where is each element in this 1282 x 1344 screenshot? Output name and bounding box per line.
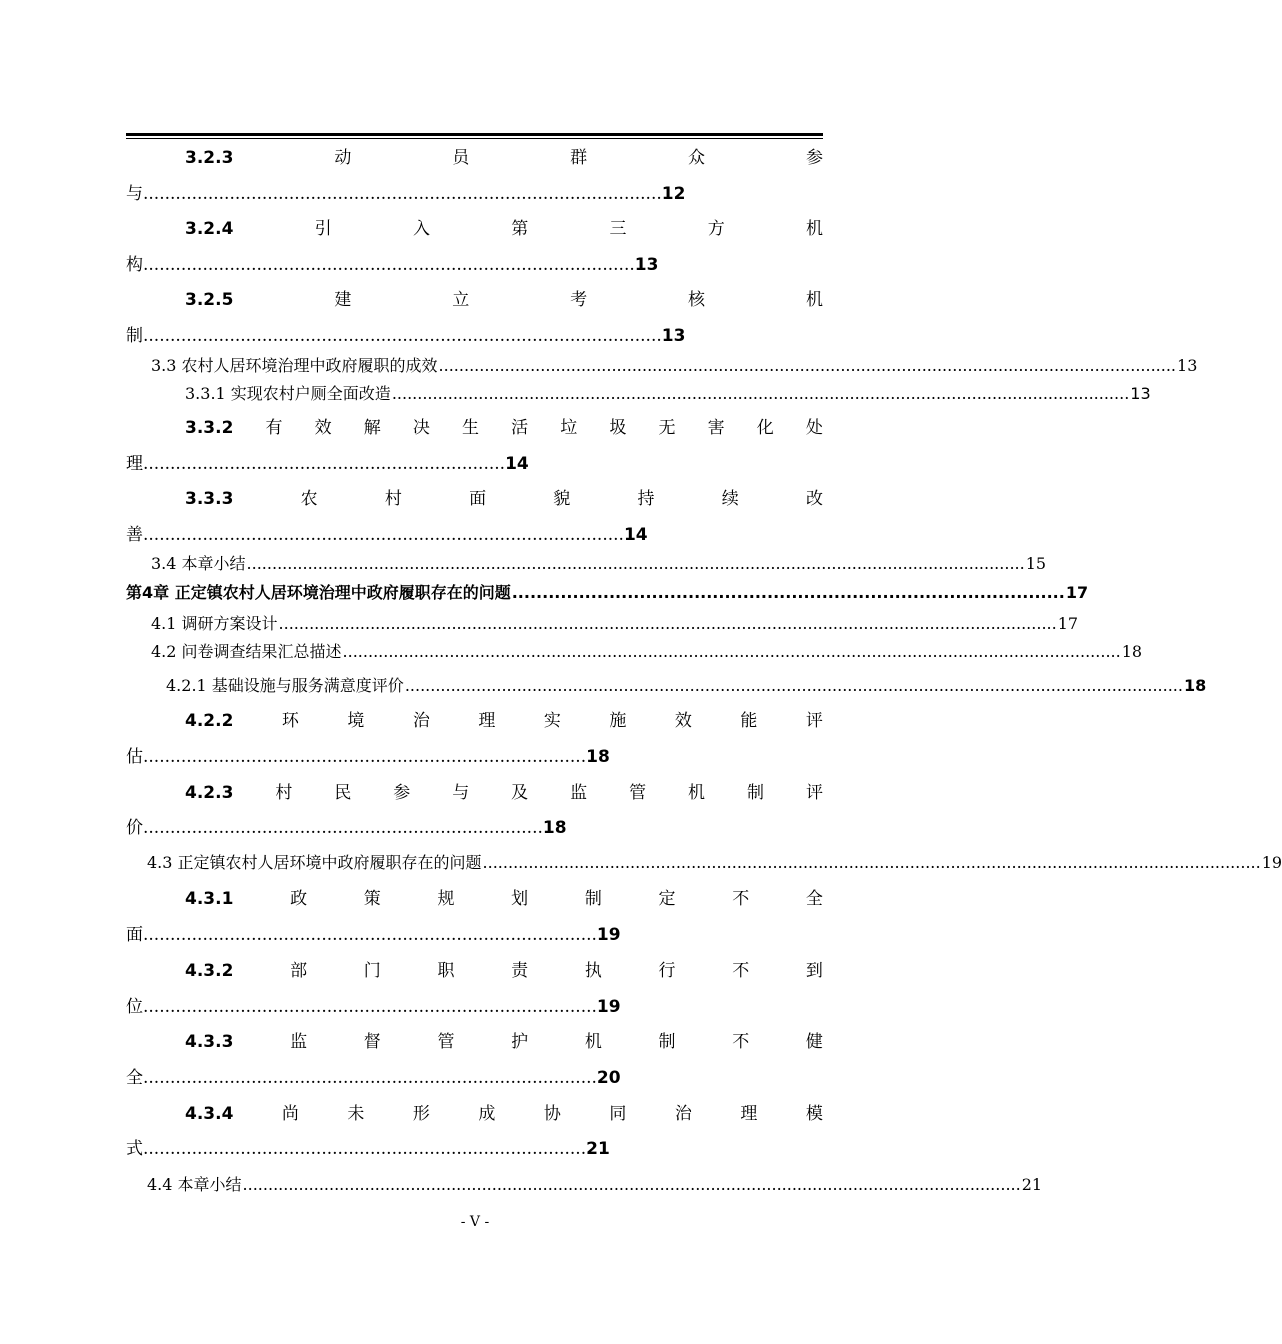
toc-page: 14 [623, 525, 648, 545]
toc-char: 群 [570, 148, 588, 168]
toc-char: 环 [281, 711, 299, 731]
toc-entry-4-2-3-cont[interactable] [126, 818, 567, 838]
toc-label: 4.3 正定镇农村人居环境中政府履职存在的问题 [147, 853, 482, 872]
toc-leader: .................................................................................... [143, 997, 597, 1017]
toc-char: 模 [805, 1104, 823, 1124]
toc-tail: 理 [126, 454, 143, 474]
toc-char: 入 [412, 219, 430, 239]
toc-char: 执 [584, 961, 602, 981]
toc-char: 解 [363, 418, 381, 438]
toc-char: 到 [805, 961, 823, 981]
toc-entry-4-3[interactable] [147, 853, 1282, 873]
toc-char: 未 [347, 1104, 365, 1124]
toc-char: 尚 [281, 1104, 299, 1124]
toc-number: 3.2.4 [185, 219, 234, 239]
toc-char: 机 [584, 1032, 602, 1052]
toc-char: 农 [300, 489, 318, 509]
toc-leader: ................................................................................................................................................. [438, 356, 1177, 375]
toc-char: 方 [707, 219, 725, 239]
toc-page: 21 [1021, 1175, 1043, 1194]
toc-char: 政 [290, 889, 308, 909]
toc-char: 部 [290, 961, 308, 981]
toc-char: 全 [805, 889, 823, 909]
toc-leader: ................................................................... [143, 454, 506, 474]
toc-char: 境 [347, 711, 365, 731]
header-rule-thin [126, 138, 823, 139]
toc-entry-4-4[interactable] [147, 1175, 1043, 1195]
toc-number: 3.2.3 [185, 148, 234, 168]
toc-entry-4-3-4[interactable] [126, 1104, 823, 1124]
toc-page: 13 [1130, 384, 1151, 403]
toc-char: 有 [265, 418, 283, 438]
toc-entry-3-3-3-cont[interactable] [126, 525, 648, 545]
toc-char: 护 [511, 1032, 529, 1052]
toc-number: 4.3.1 [185, 889, 234, 909]
toc-char: 民 [334, 783, 352, 803]
toc-page: 21 [586, 1139, 610, 1159]
toc-number: 3.3.2 [185, 418, 234, 438]
toc-char: 施 [609, 711, 627, 731]
toc-char: 续 [721, 489, 739, 509]
toc-char: 实 [543, 711, 561, 731]
toc-char: 管 [629, 783, 647, 803]
toc-char: 评 [805, 711, 823, 731]
toc-page: 14 [505, 454, 529, 474]
toc-char: 垃 [560, 418, 578, 438]
toc-char: 无 [658, 418, 676, 438]
toc-page: 13 [661, 326, 686, 346]
toc-char: 监 [290, 1032, 308, 1052]
toc-entry-3-2-4-cont[interactable] [126, 255, 658, 275]
toc-char: 村 [384, 489, 402, 509]
toc-entry-4-3-3-cont[interactable] [126, 1068, 621, 1088]
toc-page: 19 [596, 925, 621, 945]
toc-entry-3-2-5-cont[interactable] [126, 326, 685, 346]
toc-leader: ......................................................................................................................................................... [278, 614, 1057, 633]
toc-char: 监 [570, 783, 588, 803]
toc-tail: 式 [126, 1139, 143, 1159]
toc-tail: 价 [126, 818, 143, 838]
toc-char: 生 [462, 418, 480, 438]
toc-number: 3.2.5 [185, 290, 234, 310]
toc-entry-4-3-2-cont[interactable] [126, 997, 621, 1017]
toc-number: 4.3.2 [185, 961, 234, 981]
toc-label: 第4章 正定镇农村人居环境治理中政府履职存在的问题 [126, 583, 511, 602]
toc-char: 不 [732, 889, 750, 909]
toc-entry-4-3-2[interactable] [126, 961, 823, 981]
toc-tail: 善 [126, 525, 143, 545]
toc-char: 员 [452, 148, 470, 168]
toc-leader: .................................................................................. [143, 1139, 587, 1159]
toc-char: 立 [452, 290, 470, 310]
toc-tail: 估 [126, 747, 143, 767]
toc-entry-4-2[interactable] [151, 642, 1143, 662]
toc-char: 协 [543, 1104, 561, 1124]
toc-char: 考 [570, 290, 588, 310]
toc-page: 18 [586, 747, 610, 767]
toc-page: 13 [1177, 356, 1198, 375]
toc-char: 与 [452, 783, 470, 803]
toc-page: 18 [1183, 676, 1207, 695]
toc-page: 15 [1025, 554, 1047, 573]
toc-tail: 位 [126, 997, 143, 1017]
toc-char: 面 [469, 489, 487, 509]
toc-tail: 制 [126, 326, 143, 346]
toc-char: 圾 [609, 418, 627, 438]
toc-leader: .................................................................................... [143, 1068, 597, 1088]
toc-char: 不 [732, 1032, 750, 1052]
toc-char: 建 [334, 290, 352, 310]
toc-char: 动 [334, 148, 352, 168]
toc-leader: ......................................................................................................................................................... [342, 642, 1121, 661]
toc-char: 第 [511, 219, 529, 239]
toc-number: 4.3.3 [185, 1032, 234, 1052]
toc-leader: ................................................................................................ [143, 184, 662, 204]
toc-page: 20 [596, 1068, 621, 1088]
toc-char: 效 [674, 711, 692, 731]
toc-char: 活 [511, 418, 529, 438]
toc-char: 制 [658, 1032, 676, 1052]
toc-label: 3.4 本章小结 [151, 554, 246, 573]
toc-char: 健 [805, 1032, 823, 1052]
toc-char: 效 [314, 418, 332, 438]
toc-char: 持 [637, 489, 655, 509]
toc-char: 处 [805, 418, 823, 438]
toc-page: 17 [1057, 614, 1079, 633]
toc-char: 貌 [553, 489, 571, 509]
page-number-footer: - V - [460, 1214, 490, 1230]
toc-entry-4-2-3[interactable] [126, 783, 823, 803]
toc-leader: ......................................................................................................................................................... [242, 1175, 1021, 1194]
toc-leader: ......................................................................................................................................................... [246, 554, 1025, 573]
toc-char: 治 [674, 1104, 692, 1124]
toc-tail: 构 [126, 255, 143, 275]
toc-leader: .................................................................................... [143, 925, 597, 945]
toc-char: 门 [363, 961, 381, 981]
toc-entry-3-3-3[interactable] [126, 489, 823, 509]
toc-char: 督 [363, 1032, 381, 1052]
toc-leader: ........................................................................................... [143, 255, 635, 275]
toc-char: 引 [314, 219, 332, 239]
toc-entry-3-3-2[interactable] [126, 418, 823, 438]
toc-number: 3.3.3 [185, 489, 234, 509]
toc-entry-3-3-2-cont[interactable] [126, 454, 529, 474]
toc-page: 19 [596, 997, 621, 1017]
toc-label: 4.4 本章小结 [147, 1175, 242, 1194]
toc-entry-4-2-2[interactable] [126, 711, 823, 731]
toc-leader: .................................................................................. [143, 747, 587, 767]
toc-char: 理 [478, 711, 496, 731]
toc-char: 职 [437, 961, 455, 981]
toc-char: 规 [437, 889, 455, 909]
toc-page: 17 [1065, 583, 1089, 602]
toc-leader: ................................................................................................................................................. [391, 384, 1130, 403]
toc-entry-4-3-1-cont[interactable] [126, 925, 621, 945]
toc-char: 责 [511, 961, 529, 981]
toc-char: 害 [707, 418, 725, 438]
toc-entry-4-2-2-cont[interactable] [126, 747, 610, 767]
toc-tail: 与 [126, 184, 143, 204]
toc-entry-4-1[interactable] [151, 614, 1079, 634]
toc-char: 制 [584, 889, 602, 909]
toc-page: 19 [1261, 853, 1282, 872]
toc-entry-3-2-4[interactable] [126, 219, 823, 239]
toc-entry-3-2-3-cont[interactable] [126, 184, 685, 204]
toc-entry-3-3[interactable] [151, 356, 1198, 376]
toc-page: 13 [634, 255, 659, 275]
toc-char: 管 [437, 1032, 455, 1052]
toc-entry-4-3-1[interactable] [126, 889, 823, 909]
toc-char: 形 [412, 1104, 430, 1124]
toc-tail: 面 [126, 925, 143, 945]
toc-number: 4.2.2 [185, 711, 234, 731]
toc-leader: ......................................................................................... [143, 525, 624, 545]
toc-entry-3-4[interactable] [151, 554, 1047, 574]
toc-leader: ......................................................................................................................................................... [482, 853, 1261, 872]
toc-label: 4.1 调研方案设计 [151, 614, 278, 633]
toc-char: 定 [658, 889, 676, 909]
toc-page: 18 [542, 818, 567, 838]
toc-leader: ........................................................................................... [511, 583, 1065, 602]
toc-char: 参 [393, 783, 411, 803]
toc-chapter-4[interactable] [126, 583, 1089, 603]
toc-char: 化 [756, 418, 774, 438]
toc-char: 制 [746, 783, 764, 803]
toc-leader: ......................................................................................................................................................... [404, 676, 1183, 695]
toc-char: 及 [511, 783, 529, 803]
toc-char: 治 [412, 711, 430, 731]
toc-page: 12 [661, 184, 686, 204]
toc-entry-3-2-5[interactable] [126, 290, 823, 310]
toc-char: 参 [805, 148, 823, 168]
toc-char: 决 [412, 418, 430, 438]
toc-char: 机 [805, 290, 823, 310]
toc-leader: .......................................................................... [143, 818, 543, 838]
toc-entry-3-2-3[interactable] [126, 148, 823, 168]
toc-entry-3-3-1[interactable] [185, 384, 1151, 404]
toc-char: 同 [609, 1104, 627, 1124]
toc-label: 3.3 农村人居环境治理中政府履职的成效 [151, 356, 438, 375]
toc-number: 4.3.4 [185, 1104, 234, 1124]
toc-label: 3.3.1 实现农村户厕全面改造 [185, 384, 391, 403]
toc-label: 4.2.1 基础设施与服务满意度评价 [166, 676, 404, 695]
toc-entry-4-2-1[interactable] [166, 676, 1207, 696]
toc-char: 理 [740, 1104, 758, 1124]
toc-entry-4-3-4-cont[interactable] [126, 1139, 610, 1159]
toc-char: 不 [732, 961, 750, 981]
toc-char: 评 [805, 783, 823, 803]
toc-char: 行 [658, 961, 676, 981]
toc-char: 核 [688, 290, 706, 310]
toc-char: 成 [478, 1104, 496, 1124]
toc-page: 18 [1121, 642, 1143, 661]
toc-char: 划 [511, 889, 529, 909]
toc-char: 三 [609, 219, 627, 239]
toc-leader: ................................................................................................ [143, 326, 662, 346]
header-rule-thick [126, 133, 823, 136]
toc-tail: 全 [126, 1068, 143, 1088]
toc-char: 村 [275, 783, 293, 803]
toc-char: 机 [688, 783, 706, 803]
toc-label: 4.2 问卷调查结果汇总描述 [151, 642, 342, 661]
toc-char: 能 [740, 711, 758, 731]
toc-entry-4-3-3[interactable] [126, 1032, 823, 1052]
toc-number: 4.2.3 [185, 783, 234, 803]
toc-char: 策 [363, 889, 381, 909]
toc-char: 改 [805, 489, 823, 509]
toc-char: 众 [688, 148, 706, 168]
toc-char: 机 [806, 219, 823, 239]
